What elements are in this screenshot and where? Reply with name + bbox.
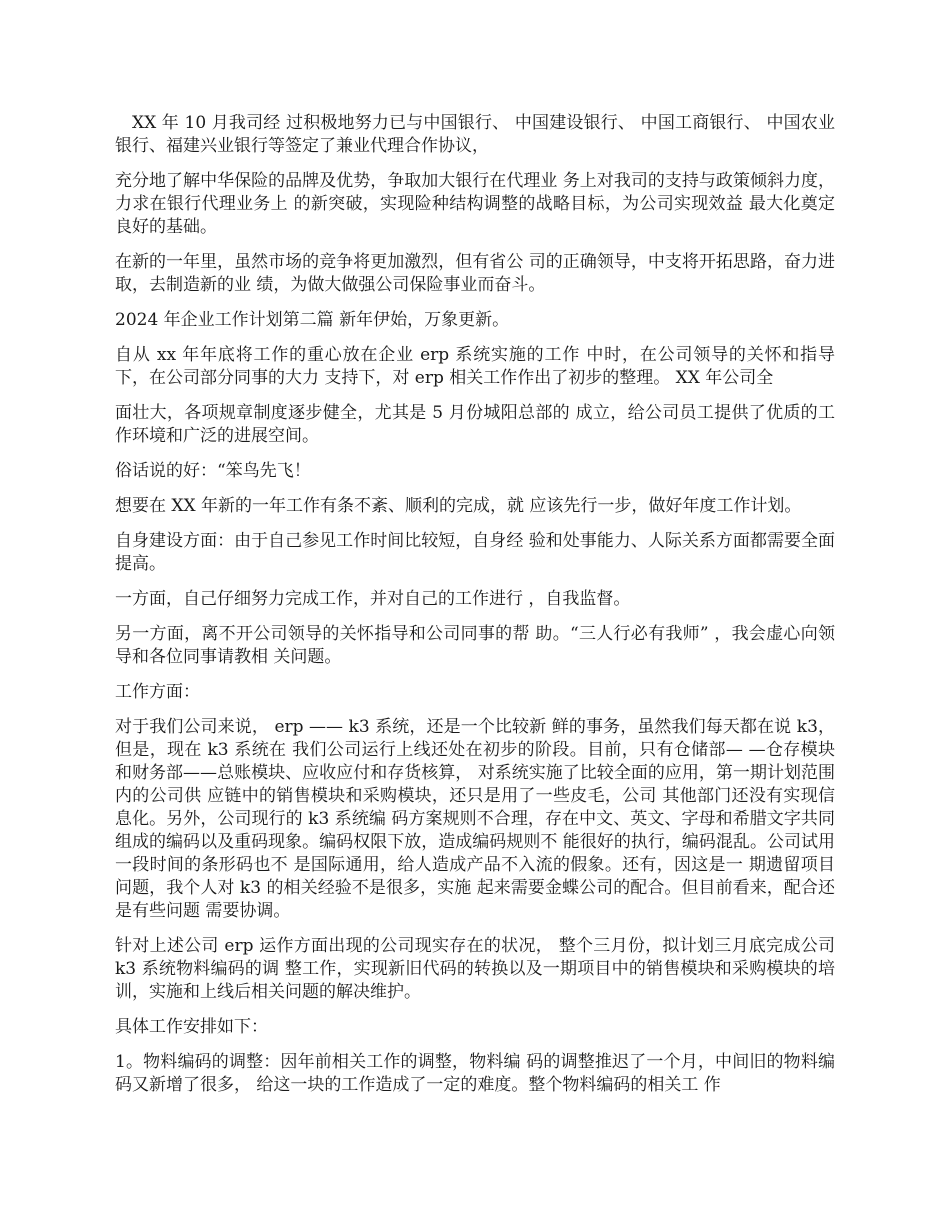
paragraph: 另一方面，离不开公司领导的关怀指导和公司同事的帮 助。“三人行必有我师” ，我会虚心向领导和各位同事请教相 关问题。 (115, 624, 835, 667)
paragraph: XX 年 10 月我司经 过积极地努力已与中国银行、 中国建设银行、 中国工商银行、 中国农业银行、福建兴业银行等签定了兼业代理合作协议， (115, 113, 835, 156)
paragraph: 自身建设方面：由于自己参见工作时间比较短，自身经 验和处事能力、人际关系方面都需要全面提高。 (115, 531, 835, 574)
paragraph: 对于我们公司来说， erp —— k3 系统，还是一个比较新 鲜的事务，虽然我们每天都在说 k3，但是，现在 k3 系统在 我们公司运行上线还处在初步的阶段。目前，只有仓储部— —仓存模块和财务部——总账模块、应收应付和存货核算， 对系统实施了比较全面的应用，第一期计划范围内的公司供 应链中的销售模块和采购模块，还只是用了一些皮毛，公司 其他部门还没有实现信息化。另外，公司现行的 k3 系统编 码方案规则不合理，存在中文、英文、字母和希腊文字共同 组成的编码以及重码现象。编码权限下放，造成编码规则不 能很好的执行，编码混乱。公司试用一段时间的条形码也不 是国际通用，给人造成产品不入流的假象。还有，因这是一 期遗留项目问题，我个人对 k3 的相关经验不是很多，实施 起来需要金蝶公司的配合。但目前看来，配合还是有些问题 需要协调。 (115, 717, 835, 921)
paragraph: 2024 年企业工作计划第二篇 新年伊始，万象更新。 (115, 310, 510, 330)
paragraph: 一方面，自己仔细努力完成工作，并对自己的工作进行 ，自我监督。 (115, 589, 631, 609)
paragraph: 在新的一年里，虽然市场的竞争将更加激烈，但有省公 司的正确领导，中支将开拓思路，奋力进取，去制造新的业 绩，为做大做强公司保险事业而奋斗。 (115, 252, 835, 295)
paragraph: 1。物料编码的调整：因年前相关工作的调整，物料编 码的调整推迟了一个月，中间旧的物料编码又新增了很多， 给这一块的工作造成了一定的难度。整个物料编码的相关工 作 (115, 1052, 835, 1095)
paragraph: 针对上述公司 erp 运作方面出现的公司现实存在的状况， 整个三月份，拟计划三月底完成公司 k3 系统物料编码的调 整工作，实现新旧代码的转换以及一期项目中的销售模块和采购模块的培训，实施和上线后相关问题的解决维护。 (115, 936, 835, 1002)
paragraph: 俗话说的好：“笨鸟先飞！ (115, 461, 311, 481)
paragraph: 具体工作安排如下： (115, 1017, 268, 1037)
paragraph: 充分地了解中华保险的品牌及优势，争取加大银行在代理业 务上对我司的支持与政策倾斜力度，力求在银行代理业务上 的新突破，实现险种结构调整的战略目标，为公司实现效益 最大化奠定良好的基础。 (115, 171, 835, 237)
paragraph: 想要在 XX 年新的一年工作有条不紊、顺利的完成，就 应该先行一步，做好年度工作计划。 (115, 496, 802, 516)
paragraph: 工作方面： (115, 682, 200, 702)
paragraph: 自从 xx 年年底将工作的重心放在企业 erp 系统实施的工作 中时，在公司领导的关怀和指导下，在公司部分同事的大力 支持下，对 erp 相关工作作出了初步的整理。 XX 年公司全 (115, 345, 835, 388)
paragraph: 面壮大，各项规章制度逐步健全，尤其是 5 月份城阳总部的 成立，给公司员工提供了优质的工作环境和广泛的进展空间。 (115, 403, 835, 446)
